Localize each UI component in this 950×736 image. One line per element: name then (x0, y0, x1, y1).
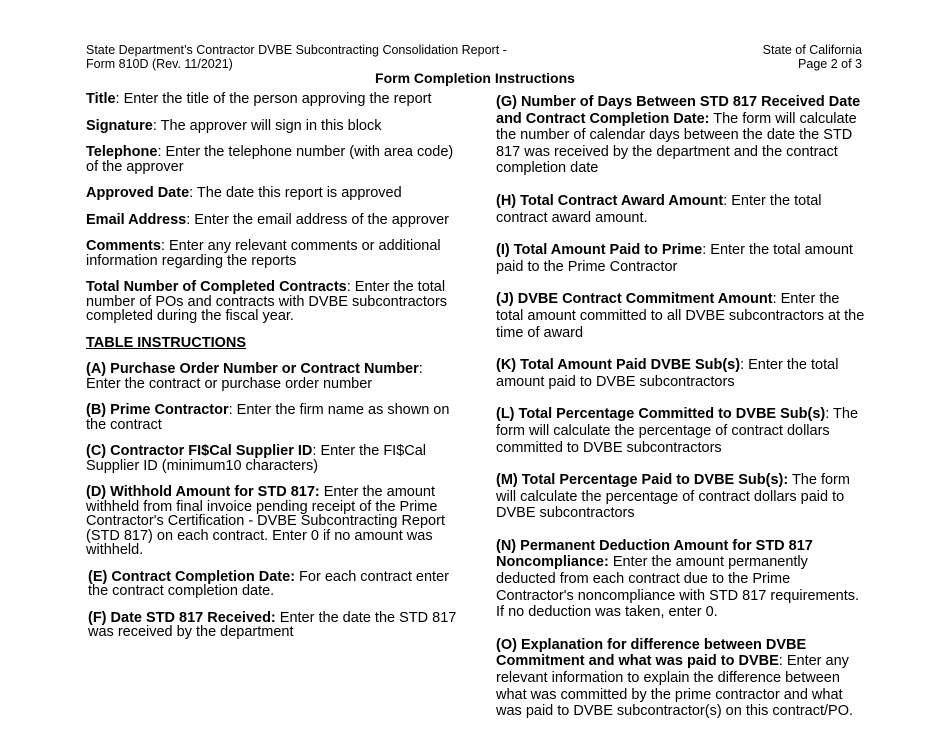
instruction-m-percentage-paid (496, 472, 868, 522)
instruction-o-explanation (496, 637, 868, 720)
table-instructions-heading: TABLE INSTRUCTIONS (86, 334, 247, 351)
entry-term: (J) DVBE Contract Commitment Amount (496, 291, 773, 308)
instruction-telephone (86, 145, 458, 174)
instruction-k-paid-dvbe (496, 357, 868, 390)
instruction-g-number-of-days (496, 94, 868, 177)
entry-text: : Enter any relevant information to explain the difference between what was committed by the prime contractor and what was paid to DVBE subcontractor(s) on this contract/PO. (496, 653, 854, 720)
entry-text: : Enter the email address of the approver (186, 211, 449, 228)
entry-term: (M) Total Percentage Paid to DVBE Sub(s): (496, 472, 789, 489)
header-form-number-line: Form 810D (Rev. 11/2021) (86, 57, 233, 71)
instruction-title (86, 92, 458, 107)
entry-term: Total Number of Completed Contracts (86, 279, 347, 295)
header-page-number: Page 2 of 3 (798, 57, 862, 71)
entry-term: Signature (86, 117, 153, 134)
right-column (496, 94, 868, 736)
entry-text: : Enter the telephone number (with area code) of the approver (86, 144, 454, 175)
entry-text: : Enter any relevant comments or additional information regarding the reports (86, 238, 441, 269)
entry-text: The form will calculate the number of calendar days between the date the STD 817 was received by the department and the contract completion date (496, 110, 857, 177)
instruction-a-po-number (86, 362, 458, 391)
entry-term: (N) Permanent Deduction Amount for STD 817 Noncompliance: (496, 537, 813, 571)
entry-text: : Enter the title of the person approving the report (115, 91, 432, 107)
entry-term: Email Address (86, 211, 187, 228)
entry-term: (G) Number of Days Between STD 817 Received Date and Contract Completion Date: (496, 94, 861, 127)
entry-text: Enter the amount withheld from final invoice pending receipt of the Prime Contractor's Certification - DVBE Subcontracting Report (STD 817) on each contract. Enter 0 if no amount was withheld. (86, 484, 445, 558)
instruction-f-date-received (86, 611, 458, 640)
entry-term: (H) Total Contract Award Amount (496, 192, 724, 209)
entry-term: (L) Total Percentage Committed to DVBE Sub(s) (496, 406, 826, 423)
page-title: Form Completion Instructions (375, 70, 575, 86)
instruction-total-completed-contracts (86, 280, 458, 324)
instruction-l-percentage-committed (496, 406, 868, 456)
entry-text: : Enter the total contract award amount. (496, 192, 822, 226)
entry-text: : The form will calculate the percentage of contract dollars committed to DVBE subcontractors (496, 406, 859, 456)
instruction-j-commitment-amount (496, 291, 868, 341)
entry-text: Enter the date the STD 817 was received by the department (88, 609, 457, 640)
entry-term: (A) Purchase Order Number or Contract Number (86, 361, 419, 377)
entry-text: For each contract enter the contract completion date. (88, 568, 449, 599)
entry-term: (K) Total Amount Paid DVBE Sub(s) (496, 357, 741, 374)
instruction-email-address (86, 213, 458, 228)
entry-text: The form will calculate the percentage of contract dollars paid to DVBE subcontractors (496, 472, 850, 522)
entry-term: (F) Date STD 817 Received: (88, 609, 276, 626)
instruction-c-supplier-id (86, 444, 458, 473)
header-form-name (86, 43, 507, 71)
instruction-approved-date (86, 186, 458, 201)
instruction-b-prime-contractor (86, 403, 458, 432)
entry-text: : Enter the total amount paid to the Prime Contractor (496, 242, 853, 275)
instruction-n-permanent-deduction (496, 538, 868, 621)
instruction-signature (86, 119, 458, 134)
entry-term: Comments (86, 238, 161, 254)
entry-text: : Enter the FI$Cal Supplier ID (minimum10 characters) (86, 443, 427, 474)
entry-text: : The date this report is approved (189, 185, 402, 201)
instruction-d-withhold-amount (86, 485, 458, 558)
entry-term: (E) Contract Completion Date: (88, 568, 296, 585)
entry-text: : Enter the contract or purchase order number (86, 361, 423, 392)
entry-term: Title (86, 91, 116, 107)
entry-term: Approved Date (86, 185, 190, 201)
entry-text: : Enter the total amount committed to all DVBE subcontractors at the time of award (496, 291, 865, 341)
entry-term: (I) Total Amount Paid to Prime (496, 242, 703, 259)
left-column (86, 92, 458, 652)
entry-text: Enter the amount permanently deducted from each contract due to the Prime Contractor's noncompliance with STD 817 requirements. If no deduction was taken, enter 0. (496, 554, 860, 621)
instruction-i-paid-to-prime (496, 242, 868, 275)
entry-term: (D) Withhold Amount for STD 817: (86, 484, 320, 500)
header-form-title-line: State Department’s Contractor DVBE Subcontracting Consolidation Report - (86, 43, 507, 57)
entry-text: : Enter the firm name as shown on the contract (86, 402, 450, 433)
entry-text: : The approver will sign in this block (152, 117, 382, 134)
entry-term: (B) Prime Contractor (86, 402, 229, 418)
instruction-h-total-award (496, 193, 868, 226)
entry-text: : Enter the total amount paid to DVBE subcontractors (496, 357, 839, 390)
instruction-comments (86, 239, 458, 268)
entry-term: Telephone (86, 144, 158, 160)
header-state-info (763, 43, 862, 71)
header-state-line: State of California (762, 43, 862, 57)
entry-term: (O) Explanation for difference between DVBE Commitment and what was paid to DVBE (496, 636, 807, 670)
entry-text: : Enter the total number of POs and contracts with DVBE subcontractors completed during the fiscal year. (86, 279, 448, 324)
entry-term: (C) Contractor FI$Cal Supplier ID (86, 443, 313, 459)
instruction-e-completion-date (86, 570, 458, 599)
